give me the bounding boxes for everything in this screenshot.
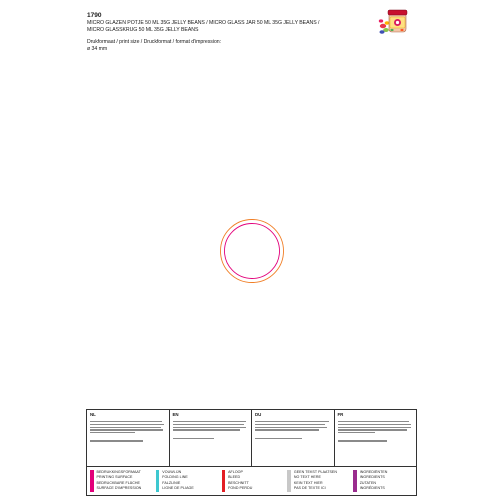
jelly-beans-icon [379,19,390,33]
language-column-en [170,410,253,466]
legend-label: BEDRUCKBARE FLÄCHE [96,480,140,485]
legend-item-printing-surface [87,470,153,495]
ingredients-text-placeholder [173,421,249,439]
product-title-line-2: MICRO GLASSKRUG 50 ML 35G JELLY BEANS [87,27,199,33]
legend-item-folding-line [153,470,219,495]
legend-label: LIGNE DE PLIAGE [162,486,194,491]
legend-swatch [222,470,226,492]
ingredients-text-placeholder [338,421,414,442]
language-column-du [252,410,335,466]
bleed-circle [221,220,284,283]
legend-label: AFLOOP [228,470,243,474]
language-column-fr [335,410,417,466]
language-column-nl [87,410,170,466]
legend-label: FALZLINIE [162,480,181,485]
legend-swatch [90,470,94,492]
print-size-label: Drukformaat / print size / Druckformat / format d'impression: [87,39,222,45]
print-area-diagram [219,218,285,284]
ingredients-text-placeholder [255,421,331,439]
legend-label: BEDRUKKINGSFORMAAT [96,470,141,474]
header-block [87,12,387,53]
legend-label: PAS DE TEXTE ICI [293,486,326,491]
legend-swatch [353,470,357,492]
color-legend [86,467,417,496]
legend-swatch [156,470,160,492]
print-size-value: ø 34 mm [87,46,108,52]
legend-label: BESCHNITT [228,480,249,485]
language-code: DU [255,412,262,417]
legend-item-no-text [284,470,350,495]
legend-label: KEIN TEXT HIER [293,480,323,485]
language-code: NL [90,412,96,417]
legend-label: INGRÉDIENTS [359,486,385,491]
ingredients-text-placeholder [90,421,166,442]
product-title-line-1: MICRO GLAZEN POTJE 50 ML 35G JELLY BEANS / MICRO GLASS JAR 50 ML 35G JELLY BEANS / [87,20,320,26]
legend-label: INGREDIËNTEN [359,470,388,474]
print-surface-circle [225,224,280,279]
product-code: 1790 [87,12,102,19]
legend-label: INGREDIENTS [359,475,385,480]
legend-label: FOLDING LINE [162,475,188,480]
language-code: FR [337,412,344,417]
ingredients-panel [86,409,417,467]
legend-label: VOUWLIJN [162,470,182,474]
legend-label: FOND PERDU [228,486,253,491]
legend-swatch [287,470,291,492]
glass-jar-icon [388,10,407,32]
legend-label: PRINTING SURFACE [96,475,133,480]
legend-label: ZUTATEN [359,480,377,485]
legend-label: NO TEXT HERE [293,475,321,480]
legend-item-bleed [219,470,285,495]
legend-label: GEEN TEKST PLAATSEN [293,470,337,474]
legend-label: BLEED [228,475,241,480]
language-code: EN [172,412,179,417]
legend-label: SURFACE D'IMPRESSION [96,486,142,491]
legend-item-ingredients [350,470,416,495]
product-thumbnail [377,8,411,36]
